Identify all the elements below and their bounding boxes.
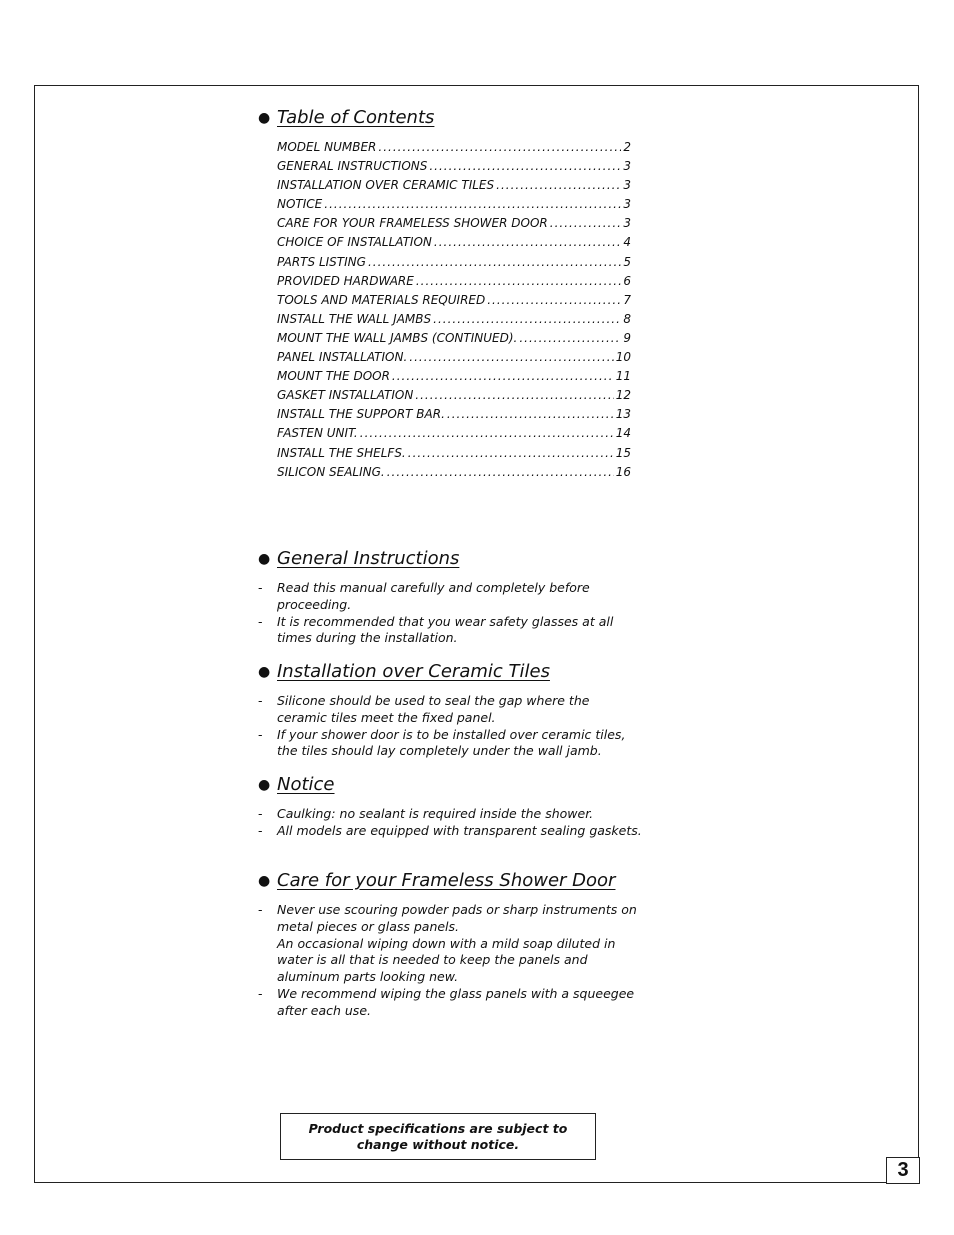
- spec-notice-text: Product specifications are subject to change without notice.: [308, 1120, 568, 1152]
- toc-leader-dots: [550, 216, 622, 230]
- toc-entry-title: GASKET INSTALLATION: [277, 388, 414, 403]
- toc-heading: [258, 107, 434, 128]
- toc-entry: [277, 388, 631, 407]
- toc-entry-title: PARTS LISTING: [277, 254, 366, 269]
- general-list: [258, 580, 643, 647]
- care-list: [258, 902, 643, 1020]
- care-heading: [258, 870, 615, 891]
- toc-leader-dots: [392, 369, 614, 383]
- toc-entry-title: INSTALL THE WALL JAMBS: [277, 311, 432, 326]
- list-item: - Caulking: no sealant is required inside the shower.: [258, 806, 594, 821]
- toc-leader-dots: [496, 178, 621, 192]
- toc-entry-title: CARE FOR YOUR FRAMELESS SHOWER DOOR: [277, 216, 548, 231]
- toc-entry-title: INSTALLATION OVER CERAMIC TILES: [277, 178, 495, 193]
- toc-leader-dots: [429, 159, 621, 173]
- toc-entry-page: 11: [615, 369, 631, 384]
- toc-entry-page: 13: [615, 407, 631, 422]
- notice-list: [258, 806, 643, 840]
- list-item: - Silicone should be used to seal the gap where the ceramic tiles meet the fixed panel.: [258, 693, 590, 725]
- toc-entry-title: INSTALL THE SHELFS.: [277, 445, 406, 460]
- toc-entry: [277, 350, 631, 369]
- toc-entry-page: 3: [623, 216, 631, 231]
- list-item: - It is recommended that you wear safety glasses at all times during the installation.: [258, 613, 614, 646]
- toc-entry: [277, 465, 631, 484]
- page-number: 3: [886, 1157, 920, 1184]
- toc-entry: [277, 293, 631, 312]
- toc-entry-title: PROVIDED HARDWARE: [277, 273, 414, 288]
- toc-entry: [277, 331, 631, 350]
- toc-entry-title: CHOICE OF INSTALLATION: [277, 235, 432, 250]
- toc-entry-page: 9: [623, 330, 631, 345]
- bullet-icon: ●: [258, 109, 271, 126]
- toc-leader-dots: [409, 350, 613, 364]
- toc-entry-page: 6: [623, 273, 631, 288]
- toc-leader-dots: [433, 312, 621, 326]
- toc-leader-dots: [368, 255, 621, 269]
- toc-entry-title: MOUNT THE DOOR: [277, 369, 390, 384]
- bullet-icon: ●: [258, 663, 271, 680]
- toc-entry-title: INSTALL THE SUPPORT BAR.: [277, 407, 445, 422]
- care-heading-text: Care for your Frameless Shower Door: [277, 870, 616, 891]
- toc-entry: [277, 426, 631, 445]
- toc-leader-dots: [519, 331, 621, 345]
- toc-entry-title: SILICON SEALING.: [277, 464, 385, 479]
- toc-leader-dots: [416, 274, 622, 288]
- toc-leader-dots: [434, 235, 621, 249]
- toc-entry-page: 2: [623, 140, 631, 154]
- toc-leader-dots: [408, 446, 614, 460]
- bullet-icon: ●: [258, 550, 271, 567]
- toc-entry-page: 3: [623, 159, 631, 174]
- list-item: An occasional wiping down with a mild soap diluted in water is all that is needed to keep the panels and aluminum parts looking new.: [277, 935, 616, 985]
- toc-leader-dots: [360, 426, 614, 440]
- toc-leader-dots: [378, 140, 621, 154]
- toc-heading-text: Table of Contents: [277, 107, 435, 128]
- toc-entry-page: 8: [623, 311, 631, 326]
- toc-entry-page: 4: [623, 235, 631, 250]
- toc-leader-dots: [324, 197, 621, 211]
- ceramic-heading: [258, 661, 550, 682]
- toc-entry-title: MODEL NUMBER: [277, 140, 377, 154]
- toc-entry-title: MOUNT THE WALL JAMBS (CONTINUED).: [277, 330, 518, 345]
- list-item: - If your shower door is to be installed over ceramic tiles, the tiles should lay completely under the wall jamb.: [258, 726, 626, 759]
- spec-notice-box: [280, 1113, 596, 1160]
- toc-entry-page: 5: [623, 254, 631, 269]
- notice-heading: [258, 774, 335, 795]
- toc-entry: [277, 159, 631, 178]
- bullet-icon: ●: [258, 872, 271, 889]
- toc-leader-dots: [447, 407, 614, 421]
- toc-entry: [277, 235, 631, 254]
- general-heading: [258, 548, 459, 569]
- bullet-icon: ●: [258, 776, 271, 793]
- toc-entry-title: NOTICE: [277, 197, 323, 212]
- list-item: - Read this manual carefully and completely before proceeding.: [258, 580, 590, 612]
- list-item: - We recommend wiping the glass panels with a squeegee after each use.: [258, 985, 635, 1018]
- toc-entry-page: 12: [615, 388, 631, 403]
- toc-entry: [277, 369, 631, 388]
- toc-entry-page: 10: [615, 350, 631, 365]
- toc-entry: [277, 407, 631, 426]
- toc-entry: [277, 197, 631, 216]
- toc-leader-dots: [487, 293, 621, 307]
- list-item: - Never use scouring powder pads or sharp instruments on metal pieces or glass panels.: [258, 902, 637, 934]
- toc-entry-title: TOOLS AND MATERIALS REQUIRED: [277, 292, 486, 307]
- general-heading-text: General Instructions: [277, 548, 460, 569]
- toc-entry-page: 7: [623, 292, 631, 307]
- toc-entry-page: 15: [615, 445, 631, 460]
- toc-leader-dots: [387, 465, 614, 479]
- toc-entry: [277, 446, 631, 465]
- list-item: - All models are equipped with transparent sealing gaskets.: [258, 822, 642, 838]
- notice-heading-text: Notice: [277, 774, 335, 795]
- toc-entry: [277, 178, 631, 197]
- toc-entry: [277, 274, 631, 293]
- toc-entry: [277, 216, 631, 235]
- toc-entry-title: FASTEN UNIT.: [277, 426, 358, 441]
- toc-entry: [277, 140, 631, 159]
- ceramic-heading-text: Installation over Ceramic Tiles: [277, 661, 550, 682]
- toc-entry-page: 14: [615, 426, 631, 441]
- toc-entry-page: 16: [615, 464, 631, 479]
- toc-leader-dots: [415, 388, 613, 402]
- ceramic-list: [258, 693, 643, 760]
- toc-list: [277, 140, 631, 484]
- toc-entry-title: PANEL INSTALLATION.: [277, 350, 408, 365]
- toc-entry: [277, 255, 631, 274]
- toc-entry-page: 3: [623, 178, 631, 193]
- toc-entry-page: 3: [623, 197, 631, 212]
- toc-entry-title: GENERAL INSTRUCTIONS: [277, 159, 428, 174]
- toc-entry: [277, 312, 631, 331]
